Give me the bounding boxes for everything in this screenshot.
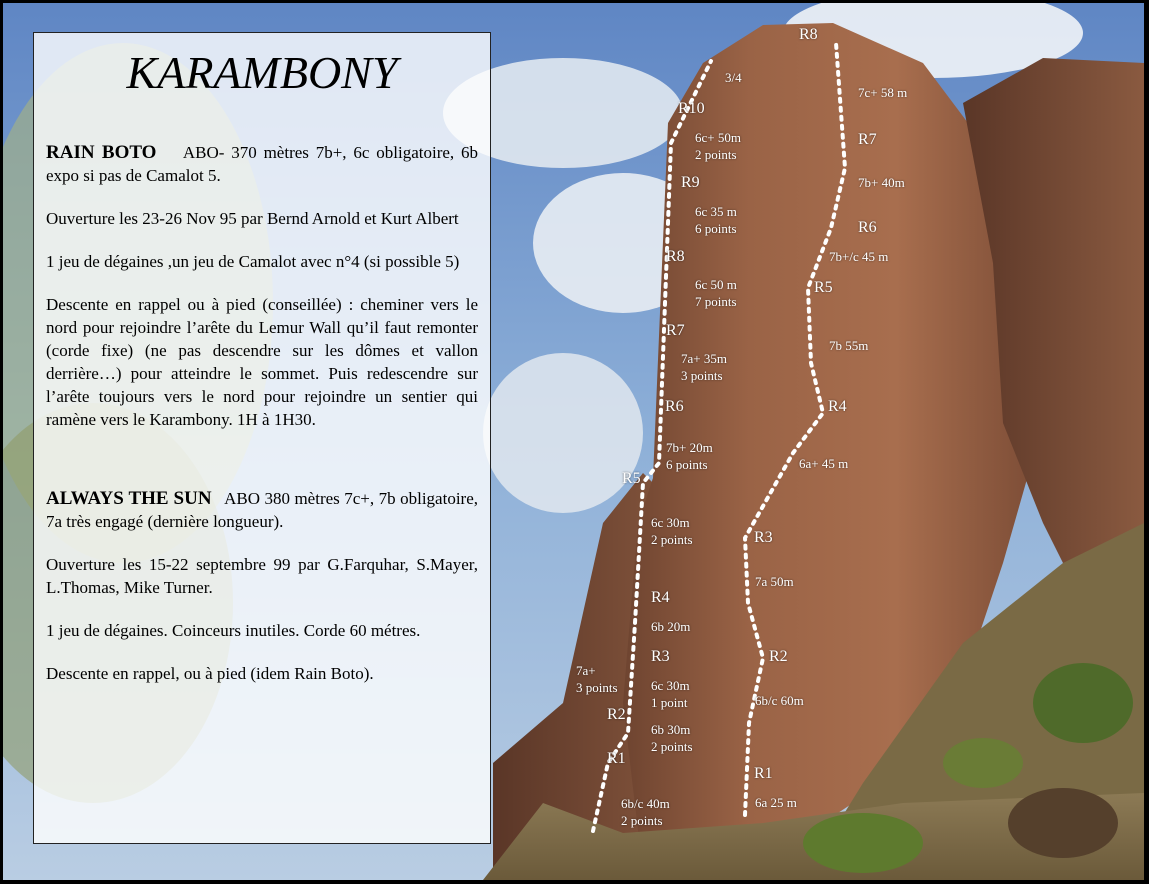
- always-the-sun-opening: Ouverture les 15-22 septembre 99 par G.Farquhar, S.Mayer, L.Thomas, Mike Turner.: [46, 555, 478, 597]
- left-relay-r2: R2: [607, 706, 626, 723]
- right-pitch-3: 7a 50m: [755, 574, 794, 589]
- always-the-sun-descent: Descente en rappel, ou à pied (idem Rain Boto).: [46, 664, 374, 683]
- route-info-panel: [33, 32, 491, 844]
- left-pitch-2: 6b 30m 2 points: [651, 722, 693, 754]
- left-relay-r8: R8: [666, 248, 685, 265]
- bush: [803, 813, 923, 873]
- left-pitch-4: 6b 20m: [651, 619, 691, 634]
- bush: [1033, 663, 1133, 743]
- right-relay-r3: R3: [754, 529, 773, 546]
- left-relay-r7: R7: [666, 322, 685, 339]
- always-the-sun-gear: 1 jeu de dégaines. Coinceurs inutiles. Corde 60 métres.: [46, 621, 421, 640]
- left-relay-r4: R4: [651, 589, 670, 606]
- right-relay-r2: R2: [769, 648, 788, 665]
- rain-boto-name: RAIN BOTO: [46, 142, 157, 163]
- right-relay-r5: R5: [814, 279, 833, 296]
- cloud: [483, 353, 643, 513]
- right-pitch-8: 7c+ 58 m: [858, 85, 908, 100]
- left-pitch-3: 6c 30m 1 point: [651, 678, 690, 710]
- right-pitch-6: 7b+/c 45 m: [829, 249, 889, 264]
- right-relay-r4: R4: [828, 398, 847, 415]
- left-pitch-11: 3/4: [725, 70, 742, 85]
- left-pitch-10: 6c+ 50m 2 points: [695, 130, 741, 162]
- right-relay-r1: R1: [754, 765, 773, 782]
- left-pitch-5: 6c 30m 2 points: [651, 515, 693, 547]
- rain-boto-grade: ABO- 370 mètres 7b+, 6c obligatoire, 6b expo si pas de Camalot 5.: [46, 143, 478, 185]
- rain-boto-gear: 1 jeu de dégaines ,un jeu de Camalot avec n°4 (si possible 5): [46, 252, 460, 271]
- left-pitch-9: 6c 35 m 6 points: [695, 204, 737, 236]
- bush: [943, 738, 1023, 788]
- right-pitch-7: 7b+ 40m: [858, 175, 905, 190]
- right-pitch-5: 7b 55m: [829, 338, 869, 353]
- left-relay-r6: R6: [665, 398, 684, 415]
- left-pitch-variant: 7a+ 3 points: [576, 663, 618, 695]
- left-relay-r9: R9: [681, 174, 700, 191]
- right-relay-r8: R8: [799, 26, 818, 43]
- right-pitch-1: 6a 25 m: [755, 795, 797, 810]
- always-the-sun-header: [46, 487, 478, 533]
- right-relay-r7: R7: [858, 131, 877, 148]
- boulder: [1008, 788, 1118, 858]
- left-pitch-8: 6c 50 m 7 points: [695, 277, 737, 309]
- left-pitch-1: 6b/c 40m 2 points: [621, 796, 670, 828]
- left-pitch-7: 7a+ 35m 3 points: [681, 351, 727, 383]
- right-relay-r6: R6: [858, 219, 877, 236]
- left-relay-r1: R1: [607, 750, 626, 767]
- left-relay-r5: R5: [622, 470, 641, 487]
- left-relay-r10: R10: [678, 100, 705, 117]
- always-the-sun-grade: ABO 380 mètres 7c+, 7b obligatoire, 7a très engagé (dernière longueur).: [46, 489, 478, 531]
- always-the-sun-name: ALWAYS THE SUN: [46, 488, 212, 509]
- right-pitch-2: 6b/c 60m: [755, 693, 804, 708]
- left-pitch-6: 7b+ 20m 6 points: [666, 440, 713, 472]
- rain-boto-descent: Descente en rappel ou à pied (conseillée) : cheminer vers le nord pour rejoindre l’arête du Lemur Wall qu’il faut remonter (corde fixe) (ne pas descendre sur les dômes et vallon derrière…) pour atteindre le sommet. Puis redescendre sur l’arête toujours vers le nord pour rejoindre un sentier qui ramène vers le Karambony. 1H à 1H30.: [46, 295, 478, 429]
- section-spacer: [46, 451, 478, 487]
- right-pitch-4: 6a+ 45 m: [799, 456, 849, 471]
- page-title: KARAMBONY: [126, 47, 398, 98]
- left-relay-r3: R3: [651, 648, 670, 665]
- rain-boto-opening: Ouverture les 23-26 Nov 95 par Bernd Arnold et Kurt Albert: [46, 209, 459, 228]
- rain-boto-header: [46, 141, 478, 187]
